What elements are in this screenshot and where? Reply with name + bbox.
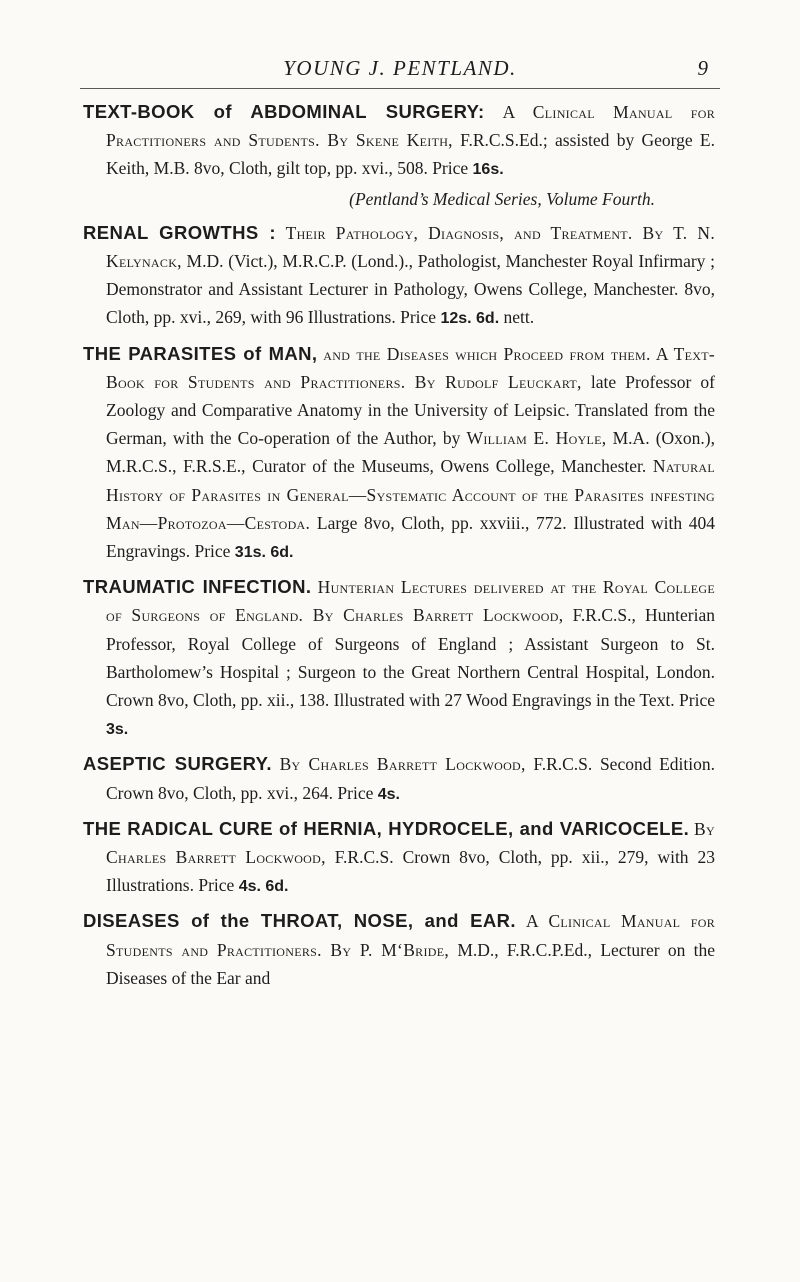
running-title: YOUNG J. PENTLAND.: [283, 56, 517, 80]
catalogue-entry: [83, 907, 715, 992]
entry-price: 3s.: [106, 721, 129, 739]
entry-tail: nett.: [503, 307, 535, 328]
entry-series: (Pentland’s Medical Series, Volume Fourth.: [349, 188, 655, 209]
header-rule: [80, 88, 720, 89]
entry-subtitle: A Clinical Manual for Practitioners and Students. By Skene Keith,: [106, 102, 715, 151]
entry-body: M.D. (Vict.), M.R.C.P. (Lond.)., Pathologist, Manchester Royal Infirmary ; Demonstrator and Assistant Lecturer in Pathology, Owens College, Manchester. 8vo, Cloth, pp. xvi., 269, with 96 Illustrations. Price: [106, 251, 715, 328]
entry-body: late Professor of Zoology and Comparative Anatomy in the University of Leipsic. Translated from the German, with the Co-operation of the Author, by: [106, 371, 715, 449]
entry-subtitle: and the Diseases which Proceed from them. A Text-Book for Students and Practitioners. By Rudolf Leuckart,: [106, 343, 716, 392]
entry-title: TEXT-BOOK of ABDOMINAL SURGERY:: [83, 101, 485, 122]
entry-body: F.R.C.S. Second Edition. Crown 8vo, Cloth, pp. xvi., 264. Price: [106, 754, 716, 803]
entry-subtitle: By Charles Barrett Lockwood,: [106, 818, 715, 868]
entry-title: TRAUMATIC INFECTION.: [83, 576, 312, 598]
entry-translator: William E. Hoyle,: [466, 428, 607, 449]
catalogue-entry: [83, 219, 715, 334]
entry-price: 16s.: [472, 161, 504, 179]
entry-subtitle: Hunterian Lectures delivered at the Royal College of Surgeons of England. By Charles Barrett Lockwood,: [106, 577, 715, 626]
entry-title: RENAL GROWTHS :: [83, 221, 276, 243]
entry-price: 31s. 6d.: [234, 544, 294, 562]
entry-body: M.D., F.R.C.P.Ed., Lecturer on the Diseases of the Ear and: [106, 939, 715, 988]
catalogue-entries: [83, 98, 715, 998]
entry-price: 4s. 6d.: [238, 878, 289, 896]
entry-format: Large 8vo, Cloth, pp. xxviii., 772. Illustrated with 404 Engravings. Price: [106, 512, 716, 562]
catalogue-entry: [83, 573, 715, 744]
entry-title: DISEASES of the THROAT, NOSE, and EAR.: [83, 910, 516, 932]
entry-body: F.R.C.S., Hunterian Professor, Royal College of Surgeons of England ; Assistant Surgeon to St. Bartholomew’s Hospital ; Surgeon to the Great Northern Central Hospital, London. Crown 8vo, Cloth, pp. xii., 138. Illustrated with 27 Wood Engravings in the Text. Price: [106, 605, 716, 711]
entry-title: ASEPTIC SURGERY.: [83, 753, 272, 775]
catalogue-entry: [83, 750, 715, 808]
entry-title: THE RADICAL CURE of HERNIA, HYDROCELE, and VARICOCELE.: [83, 817, 690, 839]
entry-price: 4s.: [377, 785, 400, 803]
entry-price: 12s. 6d.: [440, 310, 500, 328]
entry-title: THE PARASITES of MAN,: [83, 342, 318, 364]
catalogue-entry: [83, 340, 715, 568]
catalogue-entry: [83, 815, 715, 902]
running-head: [0, 56, 800, 86]
entry-body-continued: M.A. (Oxon.), M.R.C.S., F.R.S.E., Curator of the Museums, Owens College, Manchester.: [106, 428, 716, 477]
entry-body: F.R.C.S.Ed.; assisted by George E. Keith, M.B. 8vo, Cloth, gilt top, pp. xvi., 508. Price: [106, 130, 715, 179]
page-number: 9: [697, 56, 708, 80]
catalogue-entry: [83, 98, 715, 213]
entry-subtitle: A Clinical Manual for Students and Practitioners. By P. M‘Bride,: [106, 911, 715, 960]
entry-contents: Natural History of Parasites in General—Systematic Account of the Parasites infesting Man—Protozoa—Cestoda.: [106, 456, 715, 533]
entry-subtitle: Their Pathology, Diagnosis, and Treatment. By T. N. Kelynack,: [106, 222, 716, 272]
entry-subtitle: By Charles Barrett Lockwood,: [279, 754, 526, 775]
entry-body: F.R.C.S. Crown 8vo, Cloth, pp. xii., 279, with 23 Illustrations. Price: [106, 847, 715, 896]
